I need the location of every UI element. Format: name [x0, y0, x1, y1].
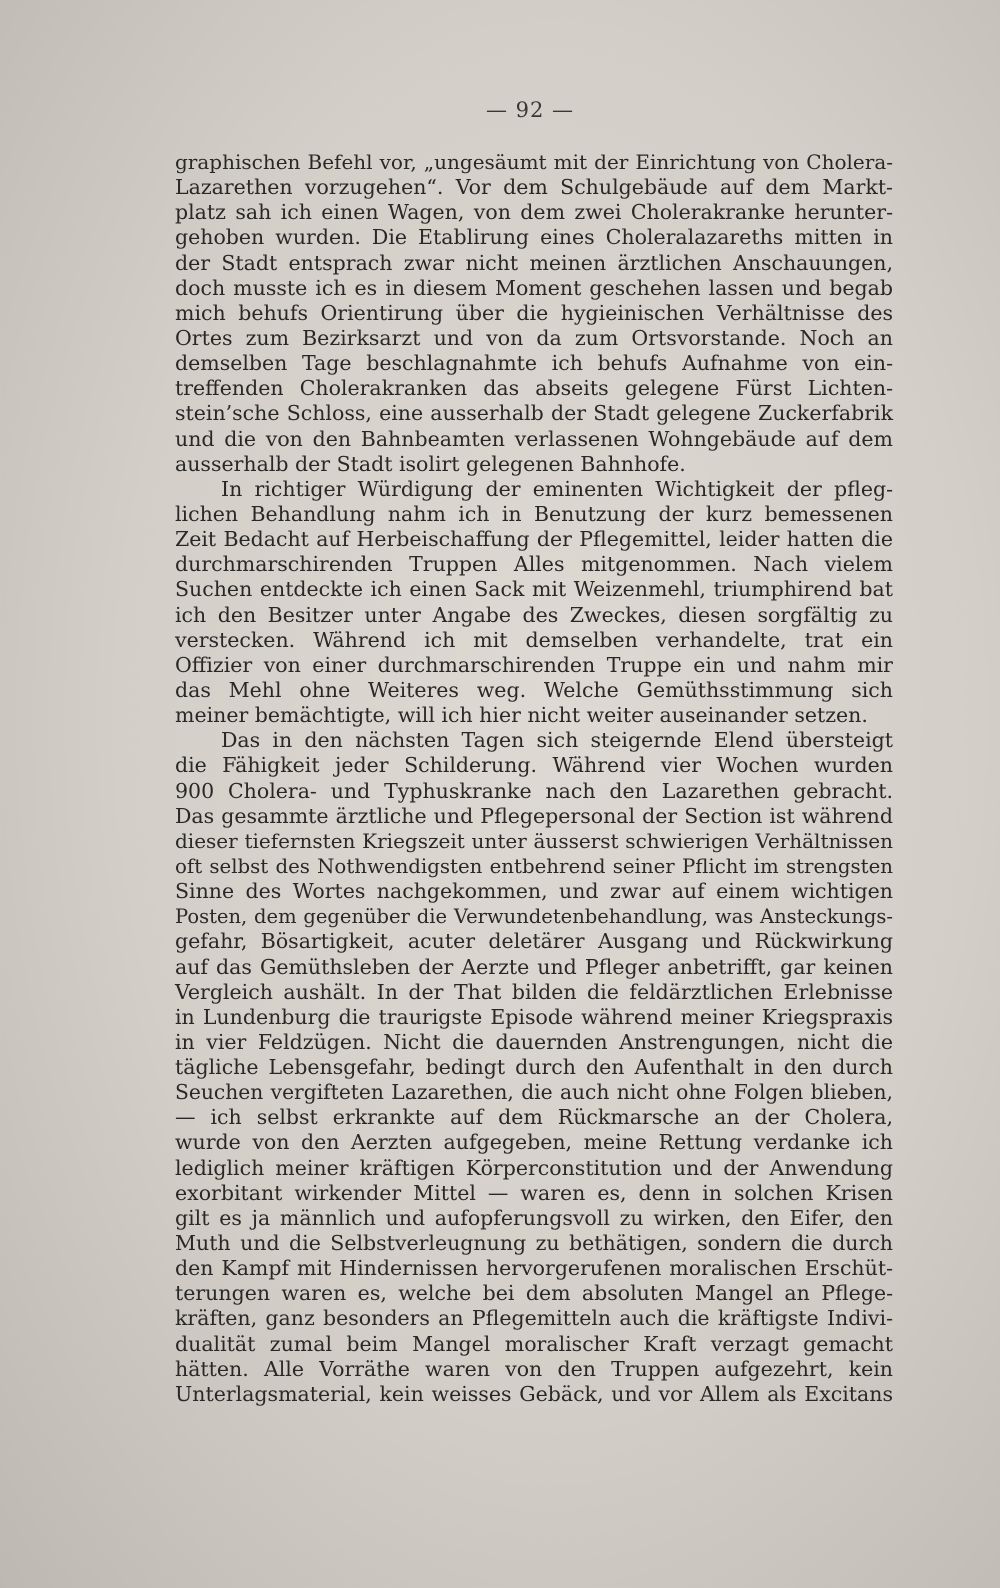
text-line: Seuchen vergifteten Lazarethen, die auch nicht ohne Folgen blieben,: [175, 1080, 893, 1105]
text-line: hätten. Alle Vorräthe waren von den Truppen aufgezehrt, kein: [175, 1356, 893, 1381]
text-line: in vier Feldzügen. Nicht die dauernden Anstrengungen, nicht die: [175, 1029, 893, 1054]
text-line: In richtiger Würdigung der eminenten Wichtigkeit der pfleg-: [221, 476, 893, 501]
text-line: kräften, ganz besonders an Pflegemitteln auch die kräftigste Indivi-: [175, 1306, 893, 1331]
text-line: dualität zumal beim Mangel moralischer Kraft verzagt gemacht: [175, 1331, 893, 1356]
text-line: Das gesammte ärztliche und Pflegepersonal der Section ist während: [175, 803, 893, 828]
text-line: auf das Gemüthsleben der Aerzte und Pfleger anbetrifft, gar keinen: [175, 954, 893, 979]
page-number: — 92 —: [485, 98, 575, 122]
text-line: Offizier von einer durchmarschirenden Truppe ein und nahm mir: [175, 652, 893, 677]
text-line: lichen Behandlung nahm ich in Benutzung der kurz bemessenen: [175, 501, 893, 526]
text-line: doch musste ich es in diesem Moment geschehen lassen und begab: [175, 275, 893, 300]
text-line: gefahr, Bösartigkeit, acuter deletärer Ausgang und Rückwirkung: [175, 929, 893, 954]
text-line: Lazarethen vorzugehen“. Vor dem Schulgebäude auf dem Markt-: [175, 175, 893, 200]
text-line: Suchen entdeckte ich einen Sack mit Weizenmehl, triumphirend bat: [175, 577, 893, 602]
text-line: die Fähigkeit jeder Schilderung. Während vier Wochen wurden: [175, 753, 893, 778]
text-line: ich den Besitzer unter Angabe des Zweckes, diesen sorgfältig zu: [175, 602, 893, 627]
text-line: und die von den Bahnbeamten verlassenen Wohngebäude auf dem: [175, 426, 893, 451]
text-line: demselben Tage beschlagnahmte ich behufs Aufnahme von ein-: [175, 351, 893, 376]
text-line: den Kampf mit Hindernissen hervorgerufenen moralischen Erschüt-: [175, 1256, 893, 1281]
text-line: platz sah ich einen Wagen, von dem zwei Cholerakranke herunter-: [175, 200, 893, 225]
text-line: Vergleich aushält. In der That bilden die feldärztlichen Erlebnisse: [175, 979, 893, 1004]
text-line: das Mehl ohne Weiteres weg. Welche Gemüthsstimmung sich: [175, 677, 893, 702]
text-line: dieser tiefernsten Kriegszeit unter äusserst schwierigen Verhältnissen: [175, 828, 893, 853]
text-line: ausserhalb der Stadt isolirt gelegenen Bahnhofe.: [175, 451, 686, 476]
text-line: lediglich meiner kräftigen Körperconstitution und der Anwendung: [175, 1155, 893, 1180]
text-line: durchmarschirenden Truppen Alles mitgenommen. Nach vielem: [175, 552, 893, 577]
text-line: gilt es ja männlich und aufopferungsvoll zu wirken, den Eifer, den: [175, 1205, 893, 1230]
text-line: — ich selbst erkrankte auf dem Rückmarsche an der Cholera,: [175, 1105, 893, 1130]
text-line: Muth und die Selbstverleugnung zu bethätigen, sondern die durch: [175, 1231, 893, 1256]
text-line: in Lundenburg die traurigste Episode während meiner Kriegspraxis: [175, 1004, 893, 1029]
text-line: verstecken. Während ich mit demselben verhandelte, trat ein: [175, 627, 893, 652]
text-line: treffenden Cholerakranken das abseits gelegene Fürst Lichten-: [175, 376, 893, 401]
text-line: stein’sche Schloss, eine ausserhalb der Stadt gelegene Zuckerfabrik: [175, 401, 893, 426]
text-line: meiner bemächtigte, will ich hier nicht weiter auseinander setzen.: [175, 703, 868, 728]
text-line: mich behufs Orientirung über die hygieinischen Verhältnisse des: [175, 300, 893, 325]
text-line: der Stadt entsprach zwar nicht meinen ärztlichen Anschauungen,: [175, 250, 893, 275]
text-line: Zeit Bedacht auf Herbeischaffung der Pflegemittel, leider hatten die: [175, 527, 893, 552]
text-line: 900 Cholera- und Typhuskranke nach den Lazarethen gebracht.: [175, 778, 893, 803]
text-line: Unterlagsmaterial, kein weisses Gebäck, und vor Allem als Excitans: [175, 1381, 893, 1406]
text-line: terungen waren es, welche bei dem absoluten Mangel an Pflege-: [175, 1281, 893, 1306]
text-line: Posten, dem gegenüber die Verwundetenbehandlung, was Ansteckungs-: [175, 905, 893, 929]
text-line: oft selbst des Nothwendigsten entbehrend seiner Pflicht im strengsten: [175, 854, 893, 878]
text-line: Das in den nächsten Tagen sich steigernde Elend übersteigt: [221, 728, 893, 753]
body-text: [175, 150, 893, 1407]
text-line: graphischen Befehl vor, „ungesäumt mit der Einrichtung von Cholera-: [175, 150, 893, 174]
text-line: wurde von den Aerzten aufgegeben, meine Rettung verdanke ich: [175, 1130, 893, 1155]
text-line: Sinne des Wortes nachgekommen, und zwar auf einem wichtigen: [175, 879, 893, 904]
text-line: Ortes zum Bezirksarzt und von da zum Ortsvorstande. Noch an: [175, 325, 893, 350]
text-line: exorbitant wirkender Mittel — waren es, denn in solchen Krisen: [175, 1180, 893, 1205]
text-line: gehoben wurden. Die Etablirung eines Choleralazareths mitten in: [175, 225, 893, 250]
text-line: tägliche Lebensgefahr, bedingt durch den Aufenthalt in den durch: [175, 1055, 893, 1080]
